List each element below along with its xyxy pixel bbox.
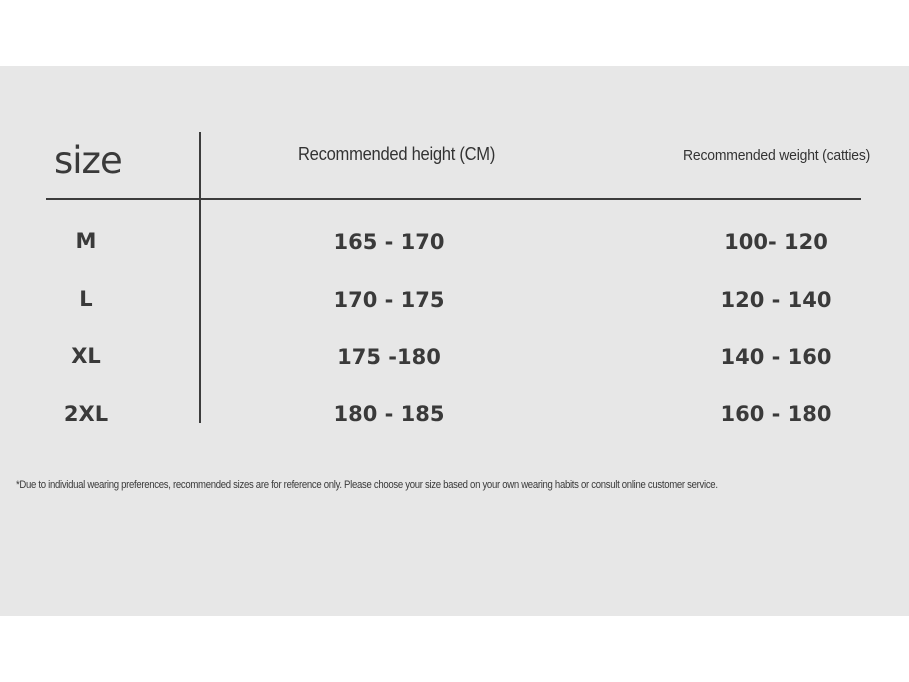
- size-cell: XL: [71, 344, 101, 368]
- height-cell: 170 - 175: [333, 288, 445, 312]
- weight-cell: 120 - 140: [720, 288, 832, 312]
- column-divider: [199, 132, 201, 423]
- weight-cell: 140 - 160: [720, 345, 832, 369]
- size-column-header: size: [54, 139, 122, 182]
- weight-column-header: Recommended weight (catties): [683, 147, 871, 164]
- height-cell: 165 - 170: [333, 230, 445, 254]
- size-cell: L: [79, 287, 93, 311]
- weight-cell: 100- 120: [724, 230, 828, 254]
- height-cell: 180 - 185: [333, 402, 445, 426]
- weight-cell: 160 - 180: [720, 402, 832, 426]
- size-cell: 2XL: [63, 402, 109, 426]
- size-cell: M: [75, 229, 97, 253]
- height-cell: 175 -180: [337, 345, 441, 369]
- sizing-disclaimer: *Due to individual wearing preferences, recommended sizes are for reference only. Please choose your size based on your own wearing habits or consult online customer service.: [16, 479, 718, 491]
- height-column-header: Recommended height (CM): [298, 144, 496, 164]
- header-divider: [46, 198, 861, 200]
